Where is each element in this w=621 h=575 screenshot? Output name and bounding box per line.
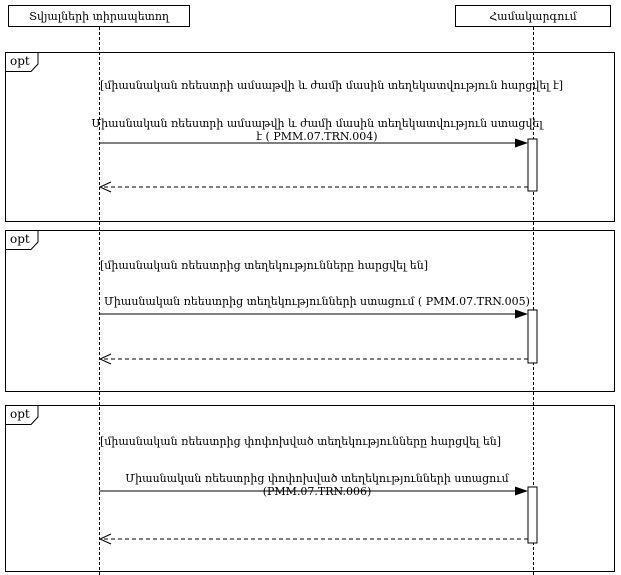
actor-system-label: Համակարգում xyxy=(489,9,577,23)
message-label: Միասնական ռեեստրի ամսաթվի և ժամի մասին տեղեկատվություն ստացվել է ( PMM.07.TRN.004) xyxy=(91,117,543,143)
opt-fragment-2 xyxy=(5,230,615,392)
actor-data-owner xyxy=(8,5,190,27)
fragment-operator-badge xyxy=(5,52,39,72)
message-label: Միասնական ռեեստրից փոփոխված տեղեկությունների ստացում (PMM.07.TRN.006) xyxy=(125,472,509,498)
message-label: Միասնական ռեեստրից տեղեկությունների ստացում ( PMM.07.TRN.005) xyxy=(104,295,530,308)
fragment-operator-label: opt xyxy=(10,54,30,68)
guard-condition: [միասնական ռեեստրից փոփոխված տեղեկությունները հարցվել են] xyxy=(100,435,502,448)
opt-fragment-3 xyxy=(5,405,615,572)
fragment-operator-label: opt xyxy=(10,232,30,246)
fragment-operator-badge xyxy=(5,405,39,425)
fragment-operator-label: opt xyxy=(10,407,30,421)
opt-fragment-1 xyxy=(5,52,615,222)
guard-condition: [միասնական ռեեստրից տեղեկությունները հարցվել են] xyxy=(100,259,429,272)
actor-data-owner-label: Տվյալների տիրապետող xyxy=(29,9,169,23)
fragment-operator-badge xyxy=(5,230,39,250)
actor-system xyxy=(455,5,611,27)
guard-condition: [միասնական ռեեստրի ամսաթվի և ժամի մասին տեղեկատվություն հարցվել է] xyxy=(100,79,564,92)
